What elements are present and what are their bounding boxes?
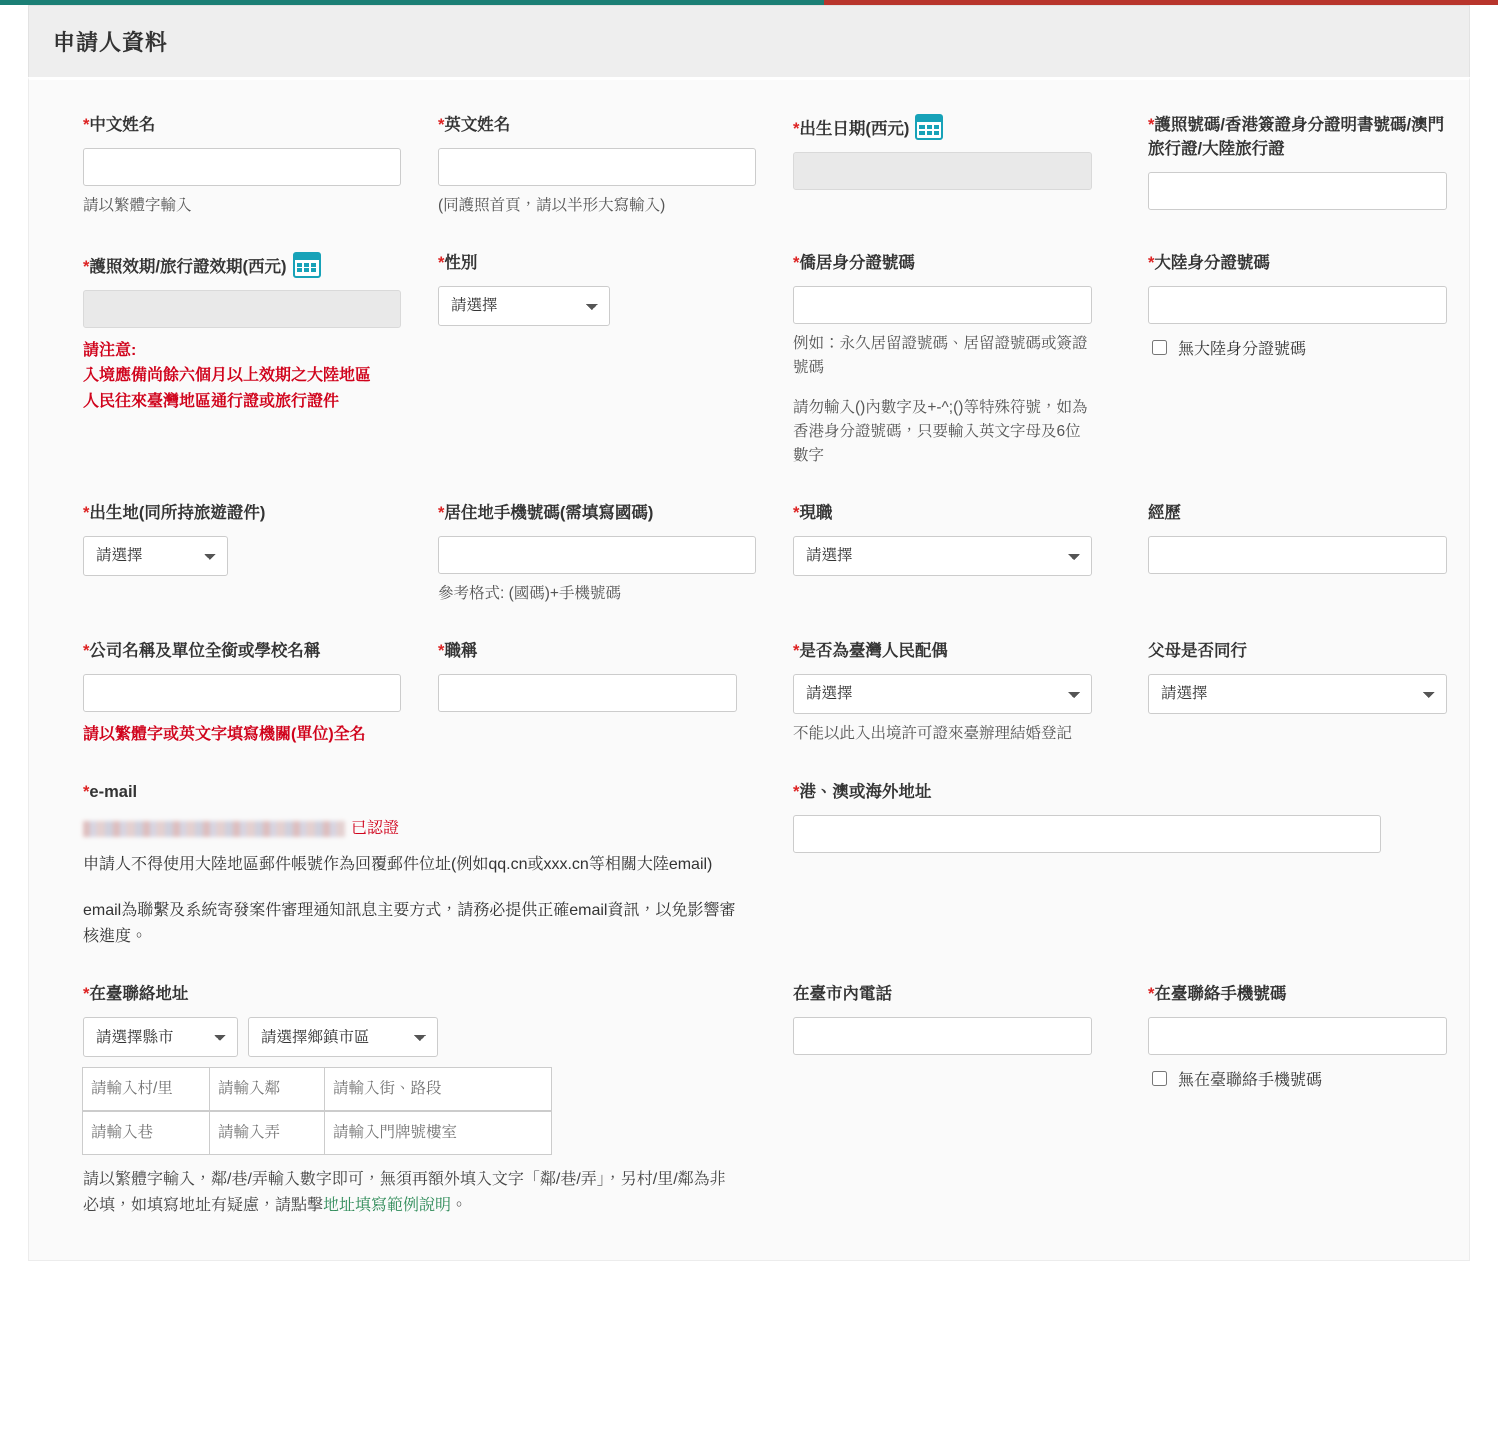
required-mark: * [1148, 985, 1155, 1004]
job-title-input[interactable] [438, 674, 737, 712]
village-input[interactable] [82, 1067, 210, 1111]
form-row-4 [55, 640, 1443, 748]
passport-expiry-label: *護照效期/旅行證效期(西元) [83, 252, 382, 280]
required-mark: * [793, 641, 800, 660]
field-mobile-residence [410, 502, 765, 606]
required-mark: * [83, 116, 90, 134]
calendar-icon[interactable] [915, 114, 943, 140]
field-overseas-id [765, 252, 1120, 468]
no-mainland-id-checkbox[interactable] [1152, 340, 1167, 355]
field-mainland-id [1120, 252, 1475, 468]
current-job-label: *現職 [793, 503, 833, 522]
parents-accompany-select[interactable] [1148, 674, 1447, 714]
town-select[interactable] [248, 1017, 438, 1057]
email-redacted-value [83, 821, 345, 837]
email-value-row [83, 815, 737, 838]
chinese-name-hint: 請以繁體字輸入 [83, 196, 192, 214]
english-name-label: *英文姓名 [438, 116, 511, 134]
tw-address-note-text: 請以繁體字輸入，鄰/巷/弄輸入數字即可，無須再額外填入文字「鄰/巷/弄」，另村/里/鄰為非必填，如填寫地址有疑慮，請點擊 [83, 1171, 726, 1215]
is-spouse-hint: 不能以此入出境許可證來臺辦理結婚登記 [793, 724, 1073, 742]
field-tw-mobile [1120, 983, 1475, 1220]
overseas-id-hint-1: 例如：永久居留證號碼、居留證號碼或簽證號碼 [793, 334, 1088, 376]
no-tw-mobile-checkbox[interactable] [1152, 1071, 1167, 1086]
panel-header [28, 5, 1470, 77]
alley-input[interactable] [209, 1111, 325, 1155]
no-mainland-id-label: 無大陸身分證號碼 [1178, 340, 1307, 358]
required-mark: * [793, 253, 800, 272]
passport-no-label: *護照號碼/香港簽證身分證明書號碼/澳門旅行證/大陸旅行證 [1148, 116, 1445, 158]
address-example-link[interactable]: 地址填寫範例說明 [323, 1197, 452, 1215]
field-chinese-name [55, 114, 410, 218]
experience-input[interactable] [1148, 536, 1447, 574]
required-mark: * [1148, 116, 1155, 134]
company-name-label: *公司名稱及單位全銜或學校名稱 [83, 641, 321, 660]
current-job-select[interactable] [793, 536, 1092, 576]
form-row-3 [55, 502, 1443, 606]
form-row-1 [55, 114, 1443, 218]
field-birth-date [765, 114, 1120, 218]
english-name-hint: (同護照首頁，請以半形大寫輸入) [438, 196, 666, 214]
overseas-address-input[interactable] [793, 815, 1381, 853]
field-email [55, 781, 765, 949]
required-mark: * [438, 503, 445, 522]
overseas-address-label: *港、澳或海外地址 [793, 783, 932, 802]
tw-mobile-checkbox-row[interactable] [1148, 1067, 1447, 1090]
field-parents-accompany [1120, 640, 1475, 748]
form-row-6 [55, 983, 1443, 1220]
mobile-residence-input[interactable] [438, 536, 756, 574]
gender-label: *性別 [438, 253, 478, 272]
tw-landline-input[interactable] [793, 1017, 1092, 1055]
mobile-residence-hint: 參考格式: (國碼)+手機號碼 [438, 584, 621, 602]
field-gender [410, 252, 765, 468]
is-spouse-select[interactable] [793, 674, 1092, 714]
mainland-id-label: *大陸身分證號碼 [1148, 253, 1270, 272]
parents-accompany-label: 父母是否同行 [1148, 641, 1247, 660]
required-mark: * [438, 641, 445, 660]
overseas-id-label: *僑居身分證號碼 [793, 253, 915, 272]
form-row-5 [55, 781, 1443, 949]
field-tw-landline [765, 983, 1120, 1220]
field-passport-expiry [55, 252, 410, 468]
field-is-spouse [765, 640, 1120, 748]
birth-date-label: *出生日期(西元) [793, 114, 1092, 142]
birth-date-input[interactable] [793, 152, 1092, 190]
job-title-label: *職稱 [438, 641, 478, 660]
house-number-input[interactable] [324, 1111, 552, 1155]
mobile-residence-label: *居住地手機號碼(需填寫國碼) [438, 503, 654, 522]
tw-address-line-2 [83, 1111, 737, 1155]
required-mark: * [83, 257, 90, 276]
calendar-icon[interactable] [293, 252, 321, 278]
lane-input[interactable] [82, 1111, 210, 1155]
tw-address-note-end: 。 [451, 1197, 468, 1215]
required-mark: * [438, 116, 445, 134]
required-mark: * [793, 503, 800, 522]
tw-address-region-selects [83, 1017, 737, 1057]
chinese-name-input[interactable] [83, 148, 401, 186]
street-input[interactable] [324, 1067, 552, 1111]
applicant-form [28, 77, 1470, 1261]
field-overseas-address [765, 781, 1475, 949]
required-mark: * [83, 783, 90, 802]
field-tw-contact-address [55, 983, 765, 1220]
overseas-id-input[interactable] [793, 286, 1092, 324]
field-birth-place [55, 502, 410, 606]
required-mark: * [438, 253, 445, 272]
field-job-title [410, 640, 765, 748]
birth-place-label: *出生地(同所持旅遊證件) [83, 503, 266, 522]
page-container [0, 5, 1498, 1261]
form-row-2 [55, 252, 1443, 468]
english-name-input[interactable] [438, 148, 756, 186]
required-mark: * [1148, 253, 1155, 272]
company-name-input[interactable] [83, 674, 401, 712]
email-verified-badge: 已認證 [351, 820, 400, 838]
tw-address-note [83, 1167, 737, 1220]
is-spouse-label: *是否為臺灣人民配偶 [793, 641, 948, 660]
field-company-name [55, 640, 410, 748]
required-mark: * [83, 641, 90, 660]
experience-label: 經歷 [1148, 503, 1181, 522]
field-english-name [410, 114, 765, 218]
field-passport-no [1120, 114, 1475, 218]
required-mark: * [793, 120, 800, 138]
birth-place-select[interactable] [83, 536, 228, 576]
mainland-id-checkbox-row[interactable] [1148, 336, 1447, 359]
passport-no-input[interactable] [1148, 172, 1447, 210]
neighborhood-input[interactable] [209, 1067, 325, 1111]
tw-mobile-label: *在臺聯絡手機號碼 [1148, 985, 1287, 1004]
no-tw-mobile-label: 無在臺聯絡手機號碼 [1178, 1072, 1323, 1090]
required-mark: * [83, 503, 90, 522]
email-label: *e-mail [83, 783, 138, 802]
email-hint-2: email為聯繫及系統寄發案件審理通知訊息主要方式，請務必提供正確email資訊，以免影響審核進度。 [83, 901, 736, 945]
chinese-name-label: *中文姓名 [83, 116, 156, 134]
tw-address-label: *在臺聯絡地址 [83, 985, 189, 1004]
field-current-job [765, 502, 1120, 606]
passport-expiry-warning-text: 入境應備尚餘六個月以上效期之大陸地區人民往來臺灣地區通行證或旅行證件 [83, 367, 372, 411]
passport-expiry-input[interactable] [83, 290, 401, 328]
tw-landline-label: 在臺市內電話 [793, 985, 892, 1004]
field-experience [1120, 502, 1475, 606]
page-title: 申請人資料 [53, 30, 169, 55]
mainland-id-input[interactable] [1148, 286, 1447, 324]
county-select[interactable] [83, 1017, 238, 1057]
company-name-warning: 請以繁體字或英文字填寫機關(單位)全名 [83, 725, 366, 743]
passport-expiry-warning-title: 請注意: [83, 341, 137, 359]
overseas-id-hint-2: 請勿輸入()內數字及+-^;()等特殊符號，如為香港身分證號碼，只要輸入英文字母及6位數字 [793, 398, 1088, 464]
gender-select[interactable] [438, 286, 610, 326]
email-hint-1: 申請人不得使用大陸地區郵件帳號作為回覆郵件位址(例如qq.cn或xxx.cn等相關大陸email) [83, 856, 713, 874]
required-mark: * [83, 985, 90, 1004]
required-mark: * [793, 783, 800, 802]
tw-address-line-1 [83, 1067, 737, 1111]
tw-mobile-input[interactable] [1148, 1017, 1447, 1055]
